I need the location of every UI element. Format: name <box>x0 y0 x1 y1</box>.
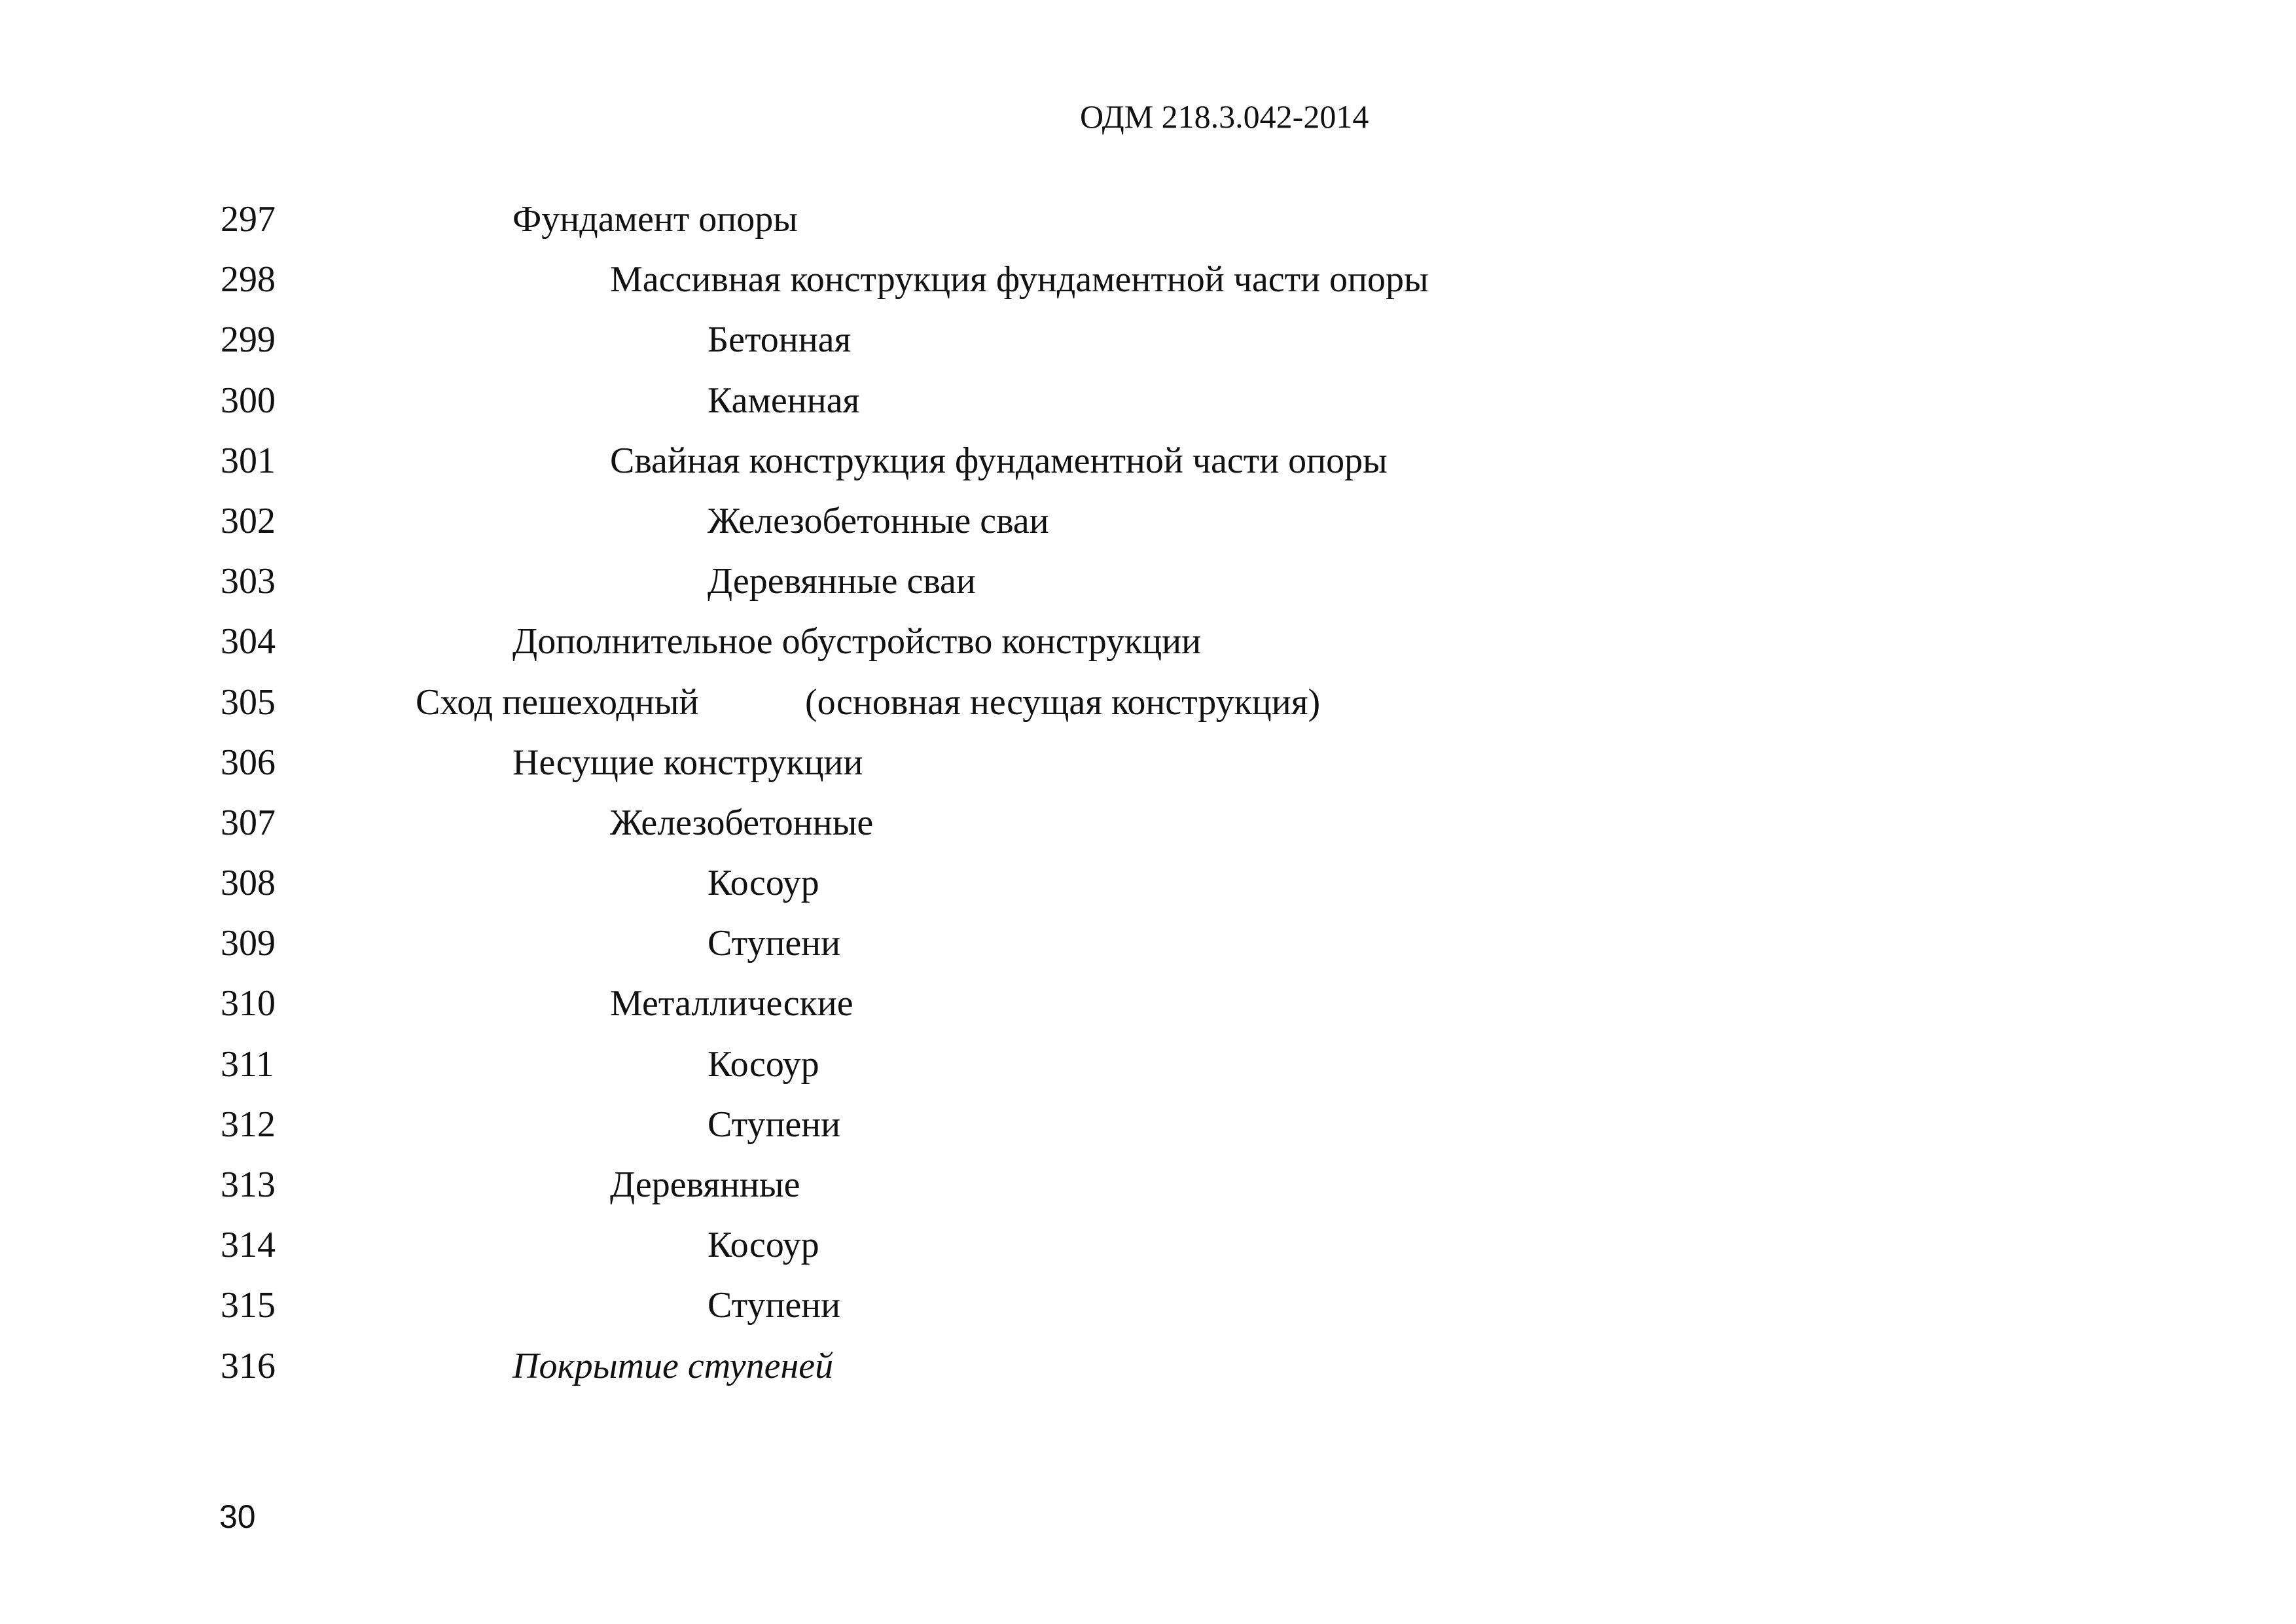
item-number: 301 <box>221 440 276 481</box>
item-label: Фундамент опоры <box>512 199 798 240</box>
item-number: 300 <box>221 380 276 421</box>
item-number: 314 <box>221 1225 276 1266</box>
item-number: 304 <box>221 621 276 662</box>
item-number: 312 <box>221 1104 276 1145</box>
list-item <box>0 1041 2296 1102</box>
item-label: Деревянные сваи <box>708 561 976 602</box>
item-number: 303 <box>221 561 276 602</box>
list-item <box>0 196 2296 257</box>
list-item <box>0 800 2296 860</box>
item-number: 302 <box>221 500 276 541</box>
item-note: (основная несущая конструкция) <box>805 681 1321 723</box>
item-label: Покрытие ступеней <box>512 1345 834 1386</box>
list-item <box>0 679 2296 740</box>
list-item <box>0 378 2296 438</box>
item-label: Каменная <box>708 380 860 421</box>
item-label: Массивная конструкция фундаментной части опоры <box>610 259 1429 300</box>
list-item <box>0 920 2296 981</box>
item-label: Железобетонные <box>610 802 874 843</box>
list-item <box>0 498 2296 558</box>
item-label: Дополнительное обустройство конструкции <box>512 621 1202 662</box>
classifier-list <box>0 196 2296 1403</box>
list-item <box>0 1222 2296 1282</box>
list-item <box>0 740 2296 800</box>
item-label: Сход пешеходный <box>416 681 699 723</box>
item-number: 310 <box>221 983 276 1024</box>
item-number: 299 <box>221 319 276 361</box>
item-number: 305 <box>221 681 276 723</box>
item-label: Несущие конструкции <box>512 742 863 783</box>
item-number: 308 <box>221 863 276 904</box>
item-number: 298 <box>221 259 276 300</box>
item-label: Металлические <box>610 983 853 1024</box>
item-label: Бетонная <box>708 319 852 361</box>
item-number: 307 <box>221 802 276 843</box>
page-number: 30 <box>219 1498 256 1535</box>
item-number: 309 <box>221 923 276 964</box>
list-item <box>0 860 2296 920</box>
item-label: Ступени <box>708 1104 841 1145</box>
item-label: Косоур <box>708 1043 819 1085</box>
item-number: 315 <box>221 1285 276 1326</box>
item-number: 306 <box>221 742 276 783</box>
item-number: 297 <box>221 199 276 240</box>
item-number: 313 <box>221 1164 276 1205</box>
list-item <box>0 1102 2296 1162</box>
list-item <box>0 257 2296 317</box>
item-label: Косоур <box>708 1225 819 1266</box>
list-item <box>0 317 2296 377</box>
item-label: Ступени <box>708 1285 841 1326</box>
item-label: Деревянные <box>610 1164 800 1205</box>
list-item <box>0 558 2296 619</box>
document-code: ОДМ 218.3.042-2014 <box>1080 98 1369 135</box>
item-label: Свайная конструкция фундаментной части опоры <box>610 440 1388 481</box>
item-number: 311 <box>221 1043 274 1085</box>
list-item <box>0 619 2296 679</box>
list-item <box>0 1282 2296 1343</box>
list-item <box>0 1343 2296 1403</box>
item-label: Ступени <box>708 923 841 964</box>
item-label: Косоур <box>708 863 819 904</box>
item-number: 316 <box>221 1345 276 1386</box>
item-label: Железобетонные сваи <box>708 500 1049 541</box>
list-item <box>0 1162 2296 1222</box>
list-item <box>0 438 2296 498</box>
list-item <box>0 981 2296 1041</box>
